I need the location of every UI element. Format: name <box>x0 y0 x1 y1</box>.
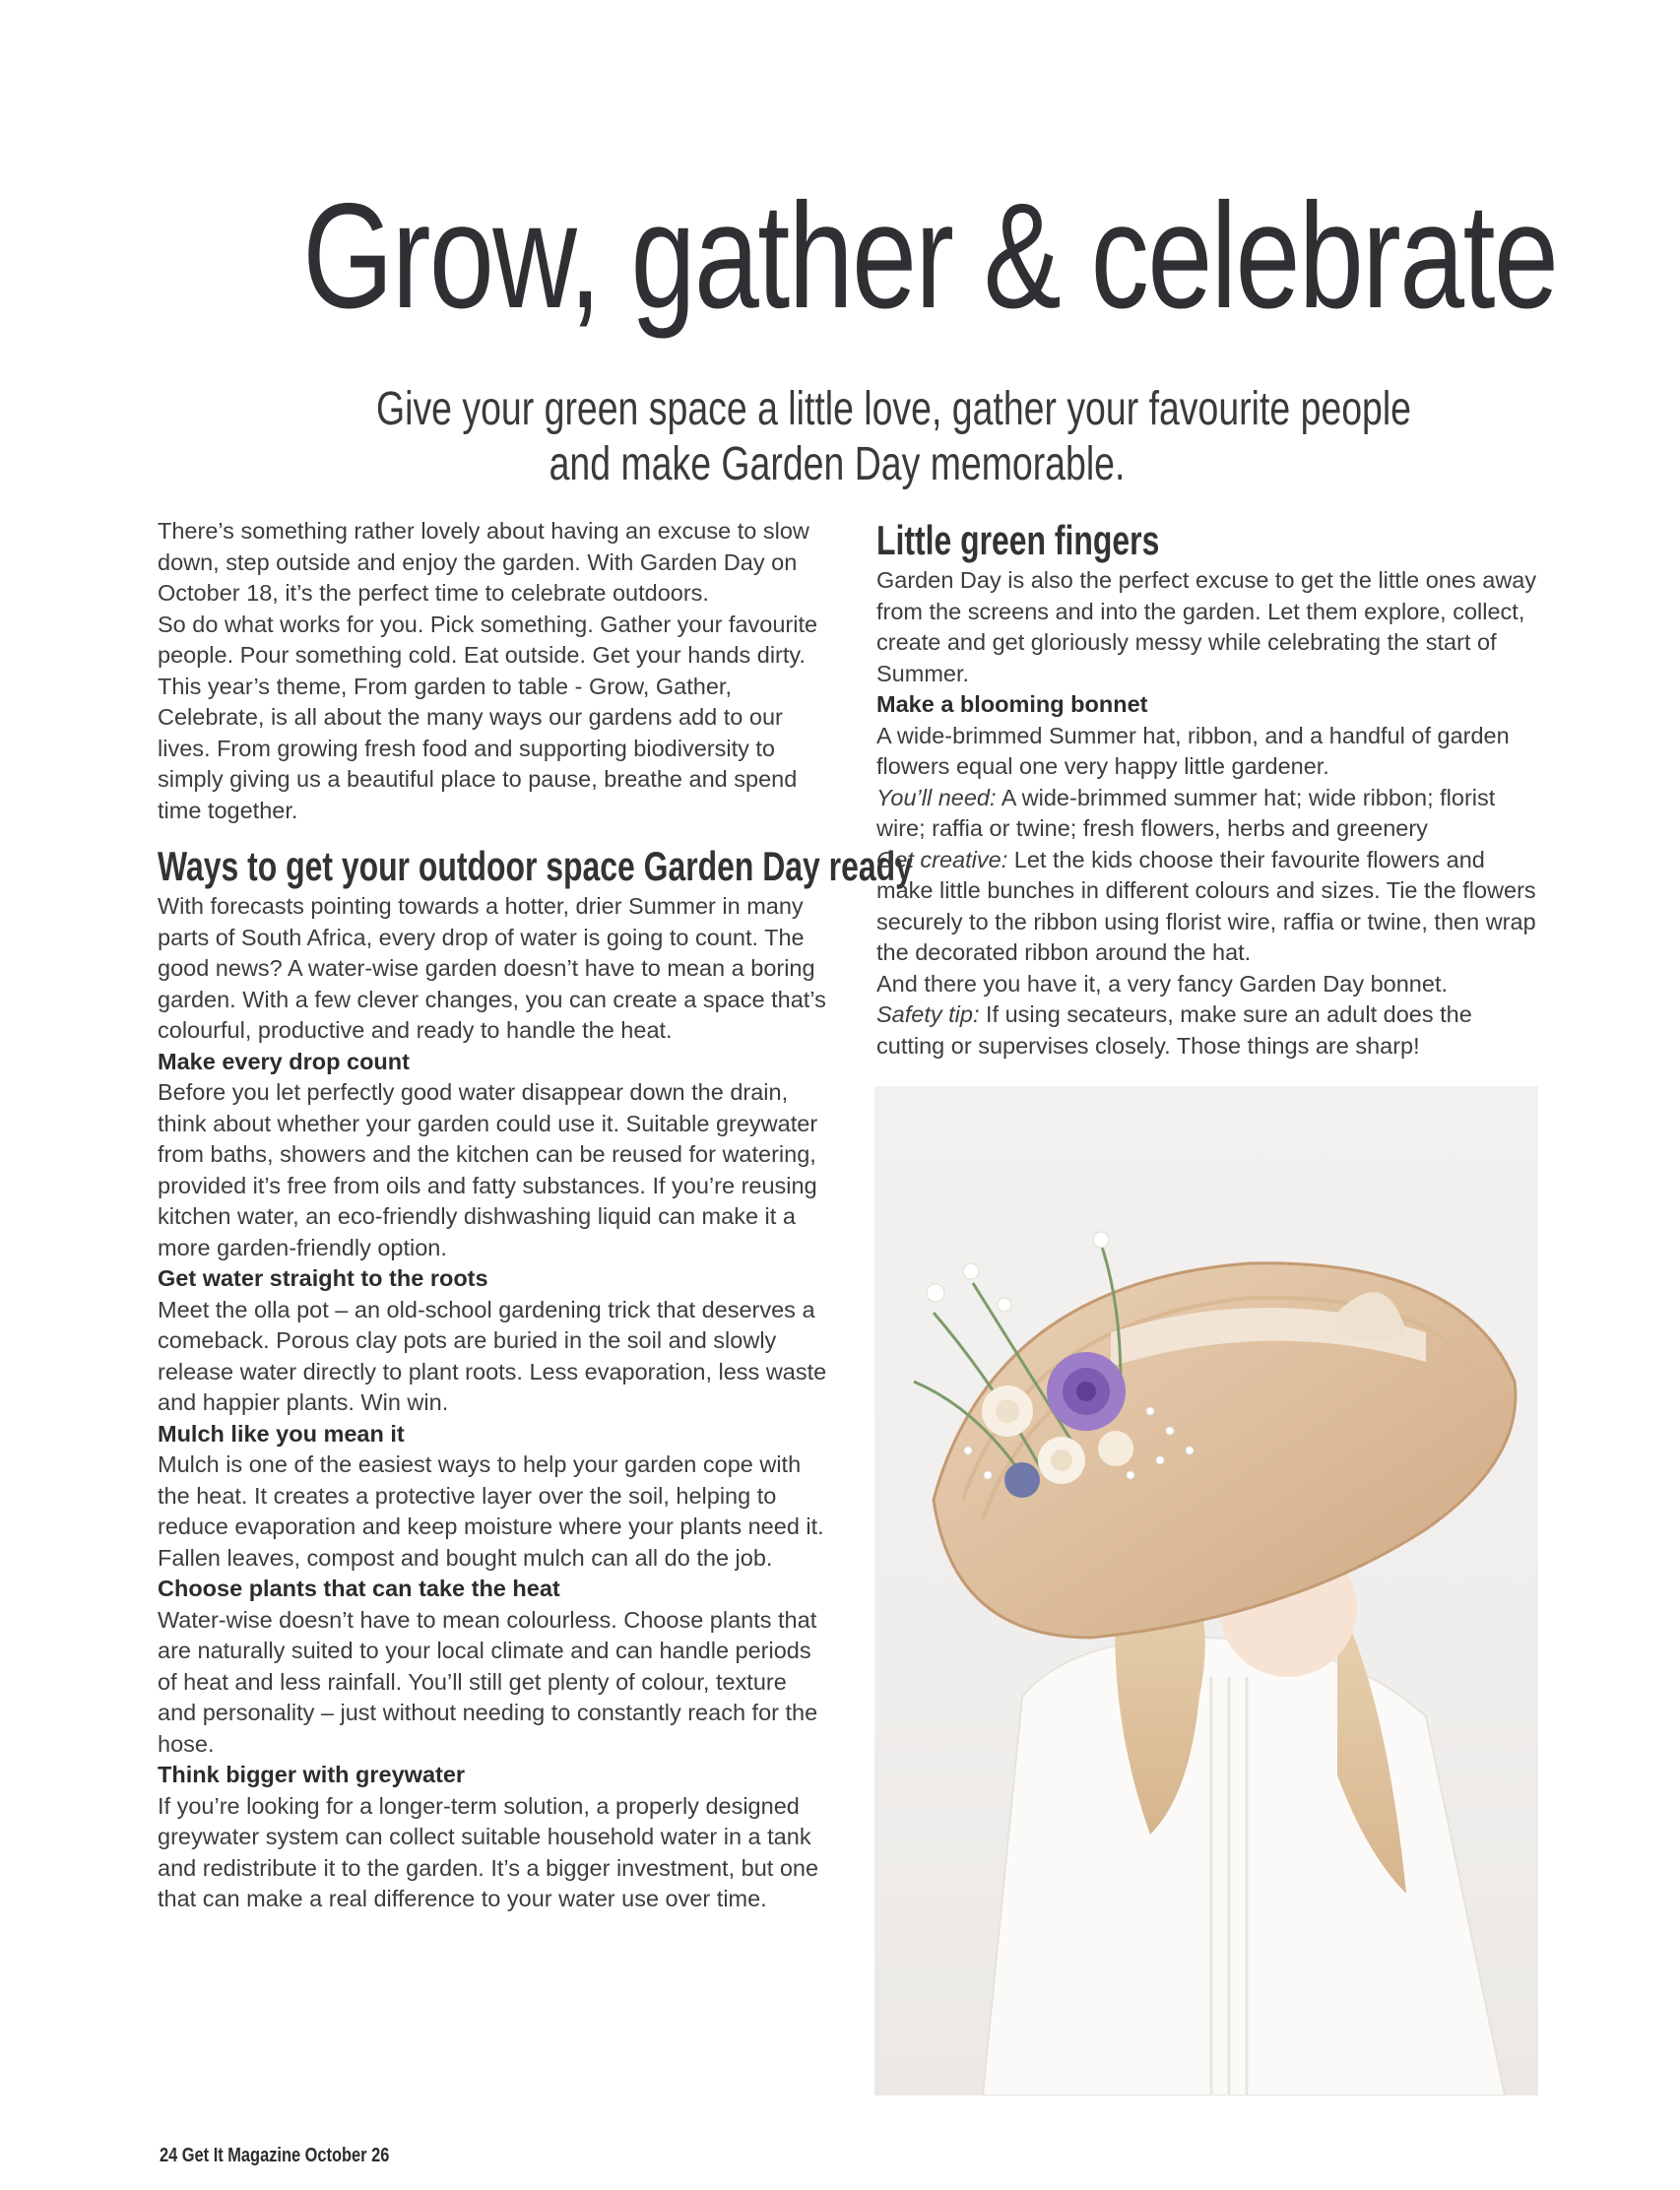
section-title-outdoor-space: Ways to get your outdoor space Garden Day ready <box>158 843 913 889</box>
materials-paragraph <box>876 783 1546 845</box>
instructions-label: Get creative: <box>876 846 1008 872</box>
tip-body: Meet the olla pot – an old-school gardening trick that deserves a comeback. Porous clay pots are buried in the soil and slowly release water directly to plant roots. Less evaporation, less waste and happier plants. Win win. <box>158 1296 827 1415</box>
materials-text: A wide-brimmed summer hat; wide ribbon; florist wire; raffia or twine; fresh flowers, herbs and greenery <box>876 784 1496 841</box>
right-column <box>876 516 1546 1062</box>
safety-label: Safety tip: <box>876 1001 980 1027</box>
headline: Grow, gather & celebrate <box>302 172 1558 340</box>
standfirst <box>246 382 1428 492</box>
tip-body: Before you let perfectly good water disappear down the drain, think about whether your garden could use it. Suitable greywater from baths, showers and the kitchen can be reused for watering, provided it’s free from oils and fatty substances. If you’re reusing kitchen water, an eco-friendly dishwashing liquid can make it a more garden-friendly option. <box>158 1079 818 1260</box>
intro-paragraph: There’s something rather lovely about having an excuse to slow down, step outside and enjoy the garden. With Garden Day on October 18, it’s the perfect time to celebrate outdoors. <box>158 518 809 606</box>
photo-child-in-flower-hat <box>874 1086 1538 2095</box>
tip-body: If you’re looking for a longer-term solution, a properly designed greywater system can collect suitable household water in a tank and redistribute it to the garden. It’s a bigger investment, but one that can make a real difference to your water use over time. <box>158 1792 819 1911</box>
project-heading: Make a blooming bonnet <box>876 691 1148 717</box>
photo-illustration <box>874 1086 1538 2095</box>
project-intro: A wide-brimmed Summer hat, ribbon, and a handful of garden flowers equal one very happy little gardener. <box>876 722 1510 779</box>
instructions-text: Let the kids choose their favourite flowers and make little bunches in different colours and sizes. Tie the flowers securely to the ribbon using florist wire, raffia or twine, then wrap the decorated ribbon around the hat. <box>876 846 1536 965</box>
section-intro: With forecasts pointing towards a hotter, drier Summer in many parts of South Africa, every drop of water is going to count. The good news? A water-wise garden doesn’t have to mean a boring garden. With a few clever changes, you can create a space that’s colourful, productive and ready to handle the heat. <box>158 893 826 1043</box>
intro-paragraph: This year’s theme, From garden to table - Grow, Gather, Celebrate, is all about the many ways our gardens add to our lives. From growing fresh food and supporting biodiversity to simply giving us a beautiful place to pause, breathe and spend time together. <box>158 673 798 823</box>
section-intro: Garden Day is also the perfect excuse to get the little ones away from the screens and into the garden. Let them explore, collect, create and get gloriously messy while celebrating the start of Summer. <box>876 567 1537 686</box>
standfirst-line-1: Give your green space a little love, gather your favourite people <box>376 383 1412 435</box>
intro-paragraph: So do what works for you. Pick something. Gather your favourite people. Pour something cold. Eat outside. Get your hands dirty. <box>158 611 818 668</box>
tip-heading: Choose plants that can take the heat <box>158 1576 560 1601</box>
instructions-paragraph <box>876 845 1546 969</box>
materials-label: You’ll need: <box>876 784 997 810</box>
section-title-little-green-fingers: Little green fingers <box>876 517 1160 563</box>
safety-text: If using secateurs, make sure an adult does the cutting or supervises closely. Those things are sharp! <box>876 1001 1472 1059</box>
tip-heading: Get water straight to the roots <box>158 1265 488 1291</box>
closing-line: And there you have it, a very fancy Garden Day bonnet. <box>876 970 1449 997</box>
tip-heading: Make every drop count <box>158 1048 410 1074</box>
page-folio: 24 Get It Magazine October 26 <box>160 2145 390 2166</box>
tip-body: Water-wise doesn’t have to mean colourless. Choose plants that are naturally suited to your local climate and can handle periods of heat and less rainfall. You’ll still get plenty of colour, texture and personality – just without needing to constantly reach for the hose. <box>158 1606 818 1757</box>
tip-heading: Mulch like you mean it <box>158 1420 405 1447</box>
tip-body: Mulch is one of the easiest ways to help your garden cope with the heat. It creates a protective layer over the soil, helping to reduce evaporation and keep moisture where your plants need it. Fallen leaves, compost and bought mulch can all do the job. <box>158 1451 824 1571</box>
safety-paragraph <box>876 999 1546 1062</box>
tip-heading: Think bigger with greywater <box>158 1762 466 1787</box>
standfirst-line-2: and make Garden Day memorable. <box>549 438 1126 490</box>
left-column <box>158 516 913 1915</box>
